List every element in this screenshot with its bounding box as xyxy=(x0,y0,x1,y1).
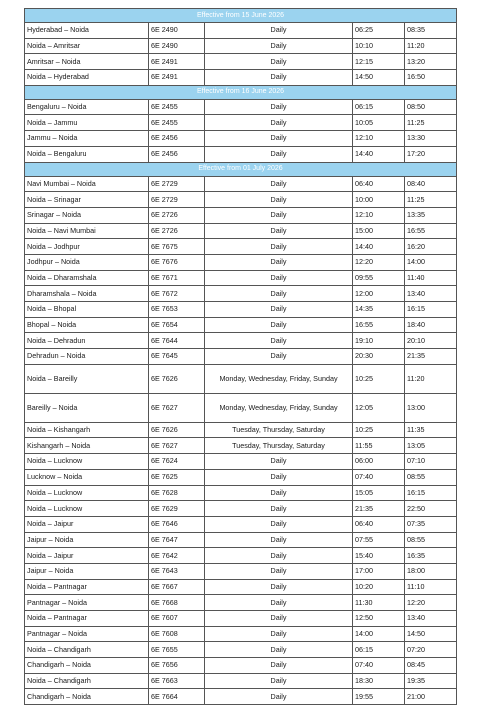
table-row xyxy=(25,223,457,239)
operating-days-cell: Daily xyxy=(205,38,353,54)
operating-days-cell: Tuesday, Thursday, Saturday xyxy=(205,438,353,454)
flight-number-cell: 6E 7644 xyxy=(149,333,205,349)
departure-time-cell: 14:50 xyxy=(353,70,405,86)
table-row xyxy=(25,548,457,564)
route-cell: Noida – Dharamshala xyxy=(25,270,149,286)
table-row xyxy=(25,673,457,689)
arrival-time-cell: 16:50 xyxy=(405,70,457,86)
table-row xyxy=(25,302,457,318)
flight-number-cell: 6E 7647 xyxy=(149,532,205,548)
route-cell: Noida – Bareilly xyxy=(25,364,149,393)
operating-days-cell: Daily xyxy=(205,23,353,39)
arrival-time-cell: 16:35 xyxy=(405,548,457,564)
arrival-time-cell: 08:35 xyxy=(405,23,457,39)
operating-days-cell: Daily xyxy=(205,254,353,270)
flight-number-cell: 6E 7667 xyxy=(149,579,205,595)
arrival-time-cell: 21:35 xyxy=(405,349,457,365)
table-row xyxy=(25,364,457,393)
route-cell: Lucknow – Noida xyxy=(25,469,149,485)
arrival-time-cell: 21:00 xyxy=(405,689,457,705)
table-row xyxy=(25,516,457,532)
arrival-time-cell: 07:35 xyxy=(405,516,457,532)
operating-days-cell: Daily xyxy=(205,207,353,223)
operating-days-cell: Daily xyxy=(205,626,353,642)
arrival-time-cell: 17:20 xyxy=(405,146,457,162)
arrival-time-cell: 18:00 xyxy=(405,563,457,579)
section-heading: Effective from 01 July 2026 xyxy=(25,162,457,176)
operating-days-cell: Daily xyxy=(205,99,353,115)
departure-time-cell: 20:30 xyxy=(353,349,405,365)
table-row xyxy=(25,642,457,658)
flight-number-cell: 6E 7653 xyxy=(149,302,205,318)
route-cell: Noida – Amritsar xyxy=(25,38,149,54)
table-row xyxy=(25,239,457,255)
operating-days-cell: Daily xyxy=(205,673,353,689)
route-cell: Noida – Pantnagar xyxy=(25,611,149,627)
route-cell: Noida – Jaipur xyxy=(25,548,149,564)
operating-days-cell: Daily xyxy=(205,176,353,192)
flight-number-cell: 6E 7646 xyxy=(149,516,205,532)
departure-time-cell: 10:25 xyxy=(353,422,405,438)
departure-time-cell: 10:05 xyxy=(353,115,405,131)
arrival-time-cell: 13:00 xyxy=(405,393,457,422)
flight-number-cell: 6E 2455 xyxy=(149,115,205,131)
operating-days-cell: Daily xyxy=(205,642,353,658)
operating-days-cell: Daily xyxy=(205,302,353,318)
table-row xyxy=(25,349,457,365)
arrival-time-cell: 13:40 xyxy=(405,611,457,627)
arrival-time-cell: 08:55 xyxy=(405,469,457,485)
table-row xyxy=(25,579,457,595)
flight-number-cell: 6E 7672 xyxy=(149,286,205,302)
departure-time-cell: 12:10 xyxy=(353,131,405,147)
departure-time-cell: 06:15 xyxy=(353,99,405,115)
route-cell: Noida – Chandigarh xyxy=(25,642,149,658)
operating-days-cell: Daily xyxy=(205,146,353,162)
table-row xyxy=(25,563,457,579)
departure-time-cell: 07:55 xyxy=(353,532,405,548)
flight-schedule-table xyxy=(24,8,457,705)
table-row xyxy=(25,611,457,627)
operating-days-cell: Daily xyxy=(205,349,353,365)
table-row xyxy=(25,485,457,501)
arrival-time-cell: 16:15 xyxy=(405,485,457,501)
table-row xyxy=(25,658,457,674)
arrival-time-cell: 22:50 xyxy=(405,501,457,517)
route-cell: Pantnagar – Noida xyxy=(25,595,149,611)
operating-days-cell: Daily xyxy=(205,131,353,147)
table-row xyxy=(25,38,457,54)
flight-number-cell: 6E 7663 xyxy=(149,673,205,689)
arrival-time-cell: 20:10 xyxy=(405,333,457,349)
table-row xyxy=(25,626,457,642)
route-cell: Jaipur – Noida xyxy=(25,563,149,579)
route-cell: Dharamshala – Noida xyxy=(25,286,149,302)
arrival-time-cell: 16:55 xyxy=(405,223,457,239)
operating-days-cell: Daily xyxy=(205,223,353,239)
operating-days-cell: Daily xyxy=(205,286,353,302)
flight-number-cell: 6E 7625 xyxy=(149,469,205,485)
arrival-time-cell: 13:35 xyxy=(405,207,457,223)
table-row xyxy=(25,146,457,162)
arrival-time-cell: 11:35 xyxy=(405,422,457,438)
departure-time-cell: 15:00 xyxy=(353,223,405,239)
operating-days-cell: Daily xyxy=(205,333,353,349)
table-row xyxy=(25,595,457,611)
flight-number-cell: 6E 7656 xyxy=(149,658,205,674)
departure-time-cell: 14:35 xyxy=(353,302,405,318)
operating-days-cell: Daily xyxy=(205,485,353,501)
operating-days-cell: Daily xyxy=(205,611,353,627)
departure-time-cell: 12:50 xyxy=(353,611,405,627)
flight-number-cell: 6E 7643 xyxy=(149,563,205,579)
departure-time-cell: 06:40 xyxy=(353,176,405,192)
flight-number-cell: 6E 7624 xyxy=(149,454,205,470)
arrival-time-cell: 08:55 xyxy=(405,532,457,548)
route-cell: Noida – Srinagar xyxy=(25,192,149,208)
route-cell: Dehradun – Noida xyxy=(25,349,149,365)
arrival-time-cell: 16:15 xyxy=(405,302,457,318)
departure-time-cell: 07:40 xyxy=(353,469,405,485)
flight-number-cell: 6E 7627 xyxy=(149,393,205,422)
operating-days-cell: Daily xyxy=(205,516,353,532)
route-cell: Noida – Jammu xyxy=(25,115,149,131)
flight-number-cell: 6E 2456 xyxy=(149,146,205,162)
table-row xyxy=(25,176,457,192)
arrival-time-cell: 08:50 xyxy=(405,99,457,115)
flight-number-cell: 6E 7607 xyxy=(149,611,205,627)
flight-number-cell: 6E 7668 xyxy=(149,595,205,611)
arrival-time-cell: 16:20 xyxy=(405,239,457,255)
departure-time-cell: 10:00 xyxy=(353,192,405,208)
operating-days-cell: Daily xyxy=(205,454,353,470)
route-cell: Bareilly – Noida xyxy=(25,393,149,422)
arrival-time-cell: 11:20 xyxy=(405,38,457,54)
table-row xyxy=(25,286,457,302)
arrival-time-cell: 08:45 xyxy=(405,658,457,674)
departure-time-cell: 15:05 xyxy=(353,485,405,501)
flight-number-cell: 6E 7627 xyxy=(149,438,205,454)
operating-days-cell: Daily xyxy=(205,469,353,485)
flight-number-cell: 6E 7654 xyxy=(149,317,205,333)
route-cell: Noida – Pantnagar xyxy=(25,579,149,595)
operating-days-cell: Monday, Wednesday, Friday, Sunday xyxy=(205,364,353,393)
operating-days-cell: Monday, Wednesday, Friday, Sunday xyxy=(205,393,353,422)
flight-number-cell: 6E 7629 xyxy=(149,501,205,517)
table-row xyxy=(25,317,457,333)
operating-days-cell: Daily xyxy=(205,579,353,595)
departure-time-cell: 18:30 xyxy=(353,673,405,689)
flight-number-cell: 6E 7655 xyxy=(149,642,205,658)
arrival-time-cell: 13:40 xyxy=(405,286,457,302)
table-row xyxy=(25,207,457,223)
departure-time-cell: 12:10 xyxy=(353,207,405,223)
route-cell: Noida – Dehradun xyxy=(25,333,149,349)
flight-number-cell: 6E 2490 xyxy=(149,23,205,39)
flight-number-cell: 6E 7642 xyxy=(149,548,205,564)
departure-time-cell: 10:10 xyxy=(353,38,405,54)
operating-days-cell: Daily xyxy=(205,239,353,255)
departure-time-cell: 09:55 xyxy=(353,270,405,286)
table-row xyxy=(25,23,457,39)
table-row xyxy=(25,689,457,705)
operating-days-cell: Daily xyxy=(205,54,353,70)
route-cell: Jodhpur – Noida xyxy=(25,254,149,270)
operating-days-cell: Daily xyxy=(205,192,353,208)
flight-number-cell: 6E 2729 xyxy=(149,192,205,208)
operating-days-cell: Daily xyxy=(205,595,353,611)
table-row xyxy=(25,393,457,422)
flight-number-cell: 6E 7626 xyxy=(149,422,205,438)
operating-days-cell: Daily xyxy=(205,270,353,286)
route-cell: Noida – Lucknow xyxy=(25,485,149,501)
route-cell: Noida – Navi Mumbai xyxy=(25,223,149,239)
table-row xyxy=(25,115,457,131)
departure-time-cell: 15:40 xyxy=(353,548,405,564)
departure-time-cell: 16:55 xyxy=(353,317,405,333)
arrival-time-cell: 11:20 xyxy=(405,364,457,393)
operating-days-cell: Daily xyxy=(205,501,353,517)
route-cell: Noida – Bengaluru xyxy=(25,146,149,162)
section-heading: Effective from 16 June 2026 xyxy=(25,85,457,99)
arrival-time-cell: 12:20 xyxy=(405,595,457,611)
departure-time-cell: 06:40 xyxy=(353,516,405,532)
departure-time-cell: 06:15 xyxy=(353,642,405,658)
operating-days-cell: Daily xyxy=(205,548,353,564)
flight-number-cell: 6E 2729 xyxy=(149,176,205,192)
flight-number-cell: 6E 7628 xyxy=(149,485,205,501)
departure-time-cell: 10:20 xyxy=(353,579,405,595)
flight-number-cell: 6E 7671 xyxy=(149,270,205,286)
departure-time-cell: 10:25 xyxy=(353,364,405,393)
departure-time-cell: 19:10 xyxy=(353,333,405,349)
table-row xyxy=(25,70,457,86)
departure-time-cell: 11:30 xyxy=(353,595,405,611)
departure-time-cell: 14:00 xyxy=(353,626,405,642)
route-cell: Noida – Jodhpur xyxy=(25,239,149,255)
operating-days-cell: Daily xyxy=(205,658,353,674)
operating-days-cell: Daily xyxy=(205,317,353,333)
flight-number-cell: 6E 2490 xyxy=(149,38,205,54)
departure-time-cell: 17:00 xyxy=(353,563,405,579)
departure-time-cell: 12:20 xyxy=(353,254,405,270)
arrival-time-cell: 08:40 xyxy=(405,176,457,192)
flight-number-cell: 6E 2726 xyxy=(149,207,205,223)
table-row xyxy=(25,438,457,454)
route-cell: Noida – Lucknow xyxy=(25,501,149,517)
operating-days-cell: Daily xyxy=(205,689,353,705)
arrival-time-cell: 11:25 xyxy=(405,115,457,131)
departure-time-cell: 19:55 xyxy=(353,689,405,705)
arrival-time-cell: 07:20 xyxy=(405,642,457,658)
route-cell: Chandigarh – Noida xyxy=(25,658,149,674)
flight-number-cell: 6E 7608 xyxy=(149,626,205,642)
table-row xyxy=(25,99,457,115)
section-header-row xyxy=(25,9,457,23)
table-row xyxy=(25,270,457,286)
flight-number-cell: 6E 2455 xyxy=(149,99,205,115)
flight-number-cell: 6E 7676 xyxy=(149,254,205,270)
arrival-time-cell: 19:35 xyxy=(405,673,457,689)
route-cell: Bengaluru – Noida xyxy=(25,99,149,115)
arrival-time-cell: 11:25 xyxy=(405,192,457,208)
operating-days-cell: Tuesday, Thursday, Saturday xyxy=(205,422,353,438)
route-cell: Kishangarh – Noida xyxy=(25,438,149,454)
section-header-row xyxy=(25,85,457,99)
route-cell: Hyderabad – Noida xyxy=(25,23,149,39)
departure-time-cell: 12:05 xyxy=(353,393,405,422)
arrival-time-cell: 13:30 xyxy=(405,131,457,147)
departure-time-cell: 12:00 xyxy=(353,286,405,302)
arrival-time-cell: 11:40 xyxy=(405,270,457,286)
route-cell: Noida – Jaipur xyxy=(25,516,149,532)
schedule-body xyxy=(25,9,457,705)
flight-number-cell: 6E 7664 xyxy=(149,689,205,705)
arrival-time-cell: 13:05 xyxy=(405,438,457,454)
flight-number-cell: 6E 2491 xyxy=(149,70,205,86)
flight-number-cell: 6E 7675 xyxy=(149,239,205,255)
flight-number-cell: 6E 2456 xyxy=(149,131,205,147)
departure-time-cell: 11:55 xyxy=(353,438,405,454)
arrival-time-cell: 07:10 xyxy=(405,454,457,470)
departure-time-cell: 21:35 xyxy=(353,501,405,517)
arrival-time-cell: 11:10 xyxy=(405,579,457,595)
operating-days-cell: Daily xyxy=(205,563,353,579)
flight-number-cell: 6E 7645 xyxy=(149,349,205,365)
table-row xyxy=(25,254,457,270)
departure-time-cell: 07:40 xyxy=(353,658,405,674)
departure-time-cell: 12:15 xyxy=(353,54,405,70)
table-row xyxy=(25,532,457,548)
route-cell: Amritsar – Noida xyxy=(25,54,149,70)
table-row xyxy=(25,131,457,147)
flight-schedule-document xyxy=(24,8,456,705)
route-cell: Pantnagar – Noida xyxy=(25,626,149,642)
route-cell: Noida – Bhopal xyxy=(25,302,149,318)
route-cell: Bhopal – Noida xyxy=(25,317,149,333)
route-cell: Noida – Kishangarh xyxy=(25,422,149,438)
operating-days-cell: Daily xyxy=(205,115,353,131)
route-cell: Noida – Chandigarh xyxy=(25,673,149,689)
arrival-time-cell: 14:00 xyxy=(405,254,457,270)
table-row xyxy=(25,54,457,70)
arrival-time-cell: 14:50 xyxy=(405,626,457,642)
section-heading: Effective from 15 June 2026 xyxy=(25,9,457,23)
departure-time-cell: 14:40 xyxy=(353,146,405,162)
table-row xyxy=(25,454,457,470)
departure-time-cell: 14:40 xyxy=(353,239,405,255)
route-cell: Jaipur – Noida xyxy=(25,532,149,548)
route-cell: Noida – Lucknow xyxy=(25,454,149,470)
arrival-time-cell: 13:20 xyxy=(405,54,457,70)
route-cell: Navi Mumbai – Noida xyxy=(25,176,149,192)
departure-time-cell: 06:25 xyxy=(353,23,405,39)
table-row xyxy=(25,422,457,438)
route-cell: Noida – Hyderabad xyxy=(25,70,149,86)
departure-time-cell: 06:00 xyxy=(353,454,405,470)
flight-number-cell: 6E 7626 xyxy=(149,364,205,393)
flight-number-cell: 6E 2491 xyxy=(149,54,205,70)
table-row xyxy=(25,469,457,485)
arrival-time-cell: 18:40 xyxy=(405,317,457,333)
table-row xyxy=(25,501,457,517)
section-header-row xyxy=(25,162,457,176)
route-cell: Chandigarh – Noida xyxy=(25,689,149,705)
table-row xyxy=(25,333,457,349)
route-cell: Srinagar – Noida xyxy=(25,207,149,223)
route-cell: Jammu – Noida xyxy=(25,131,149,147)
operating-days-cell: Daily xyxy=(205,532,353,548)
operating-days-cell: Daily xyxy=(205,70,353,86)
flight-number-cell: 6E 2726 xyxy=(149,223,205,239)
table-row xyxy=(25,192,457,208)
